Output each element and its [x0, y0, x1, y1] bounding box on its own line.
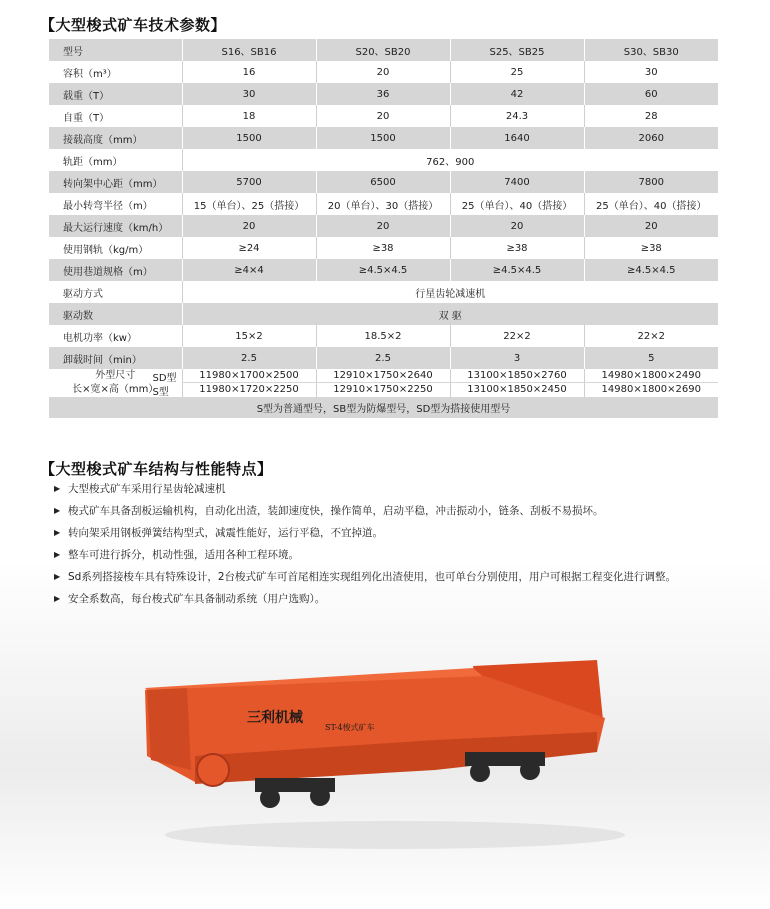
- table-cell: 22×2: [584, 325, 718, 347]
- table-row: [49, 83, 718, 105]
- table-cell: 25: [450, 61, 584, 83]
- table-cell: 1640: [450, 127, 584, 149]
- row-label: 使用钢轨（kg/m）: [49, 237, 182, 259]
- model-label: ST-4梭式矿车: [325, 723, 375, 732]
- bullet-icon: ▶: [54, 572, 61, 581]
- bullet-icon: ▶: [54, 594, 61, 603]
- table-row: [49, 325, 718, 347]
- table-row: [49, 237, 718, 259]
- bullet-icon: ▶: [54, 550, 61, 559]
- dimension-type-sd: SD型: [152, 373, 177, 384]
- table-cell: 762、900: [182, 149, 718, 171]
- row-label: 自重（T）: [49, 105, 182, 127]
- table-note: S型为普通型号，SB型为防爆型号，SD型为搭接使用型号: [49, 397, 718, 418]
- table-cell: 36: [316, 83, 450, 105]
- table-header-row: [49, 39, 718, 61]
- table-cell: 20: [316, 215, 450, 237]
- feature-text: 转向架采用钢板弹簧结构型式，减震性能好，运行平稳，不宜掉道。: [68, 527, 383, 539]
- row-label: 驱动数: [49, 303, 182, 325]
- table-cell: 2.5: [182, 347, 316, 369]
- bullet-icon: ▶: [54, 484, 61, 493]
- table-row: [49, 259, 718, 281]
- table-cell: 24.3: [450, 105, 584, 127]
- bullet-icon: ▶: [54, 506, 61, 515]
- row-label: 最大运行速度（km/h）: [49, 215, 182, 237]
- table-row: [49, 281, 718, 303]
- table-cell: ≥4.5×4.5: [450, 259, 584, 281]
- cart-shadow: [165, 821, 625, 849]
- feature-text: 整车可进行拆分，机动性强，适用各种工程环境。: [68, 549, 299, 561]
- table-cell: 20: [316, 105, 450, 127]
- dimension-value: 11980×1720×2250: [199, 384, 299, 396]
- row-label: 电机功率（kw）: [49, 325, 182, 347]
- table-row: [49, 105, 718, 127]
- table-cell: 42: [450, 83, 584, 105]
- table-cell: ≥38: [584, 237, 718, 259]
- row-label: 容积（m³）: [49, 61, 182, 83]
- feature-item: [54, 502, 714, 520]
- row-label: 最小转弯半径（m）: [49, 193, 182, 215]
- table-cell: 20: [316, 61, 450, 83]
- dimension-value: 13100×1850×2760: [450, 369, 584, 383]
- row-label: 接载高度（mm）: [49, 127, 182, 149]
- table-cell: 1500: [316, 127, 450, 149]
- row-label: 使用巷道规格（m）: [49, 259, 182, 281]
- feature-item: [54, 546, 714, 564]
- table-note-row: [49, 397, 718, 418]
- table-row: [49, 193, 718, 215]
- model-header: S25、SB25: [450, 39, 584, 61]
- row-label: 轨距（mm）: [49, 149, 182, 171]
- table-cell: 6500: [316, 171, 450, 193]
- brand-label: 三利机械: [247, 710, 303, 726]
- table-cell: 28: [584, 105, 718, 127]
- row-label: 驱动方式: [49, 281, 182, 303]
- table-row: [49, 61, 718, 83]
- table-row: [49, 127, 718, 149]
- table-cell: 25（单台）、40（搭接）: [450, 193, 584, 215]
- table-cell: ≥38: [316, 237, 450, 259]
- table-cell: 60: [584, 83, 718, 105]
- table-cell: 18: [182, 105, 316, 127]
- bullet-icon: ▶: [54, 528, 61, 537]
- table-cell: 30: [584, 61, 718, 83]
- features-section-title: 【大型梭式矿车结构与性能特点】: [40, 460, 273, 478]
- table-cell: 5700: [182, 171, 316, 193]
- table-row: [49, 347, 718, 369]
- table-cell: 双 驱: [182, 303, 718, 325]
- dimension-value: 14980×1800×2690: [584, 383, 718, 397]
- feature-text: Sd系列搭接梭车具有特殊设计，2台梭式矿车可首尾相连实现组列化出渣使用，也可单台分别使用，用户可根据工程变化进行调整。: [68, 571, 677, 583]
- wheel: [470, 762, 490, 782]
- spec-section-title: 【大型梭式矿车技术参数】: [40, 16, 227, 34]
- table-cell: ≥4.5×4.5: [584, 259, 718, 281]
- model-header: S30、SB30: [584, 39, 718, 61]
- table-cell: 1500: [182, 127, 316, 149]
- spec-table: [49, 39, 718, 418]
- feature-item: [54, 568, 714, 586]
- table-cell: 行星齿轮减速机: [182, 281, 718, 303]
- table-cell: 7400: [450, 171, 584, 193]
- table-cell: 20: [584, 215, 718, 237]
- table-row: [49, 171, 718, 193]
- table-cell: 25（单台）、40（搭接）: [584, 193, 718, 215]
- dimension-label-line2: 长×宽×高（mm）: [72, 384, 159, 395]
- table-cell: 20（单台）、30（搭接）: [316, 193, 450, 215]
- cart-front-plate: [147, 688, 191, 770]
- feature-text: 梭式矿车具备刮板运输机构，自动化出渣，装卸速度快，操作简单，启动平稳，冲击振动小，链条、刮板不易损坏。: [68, 505, 604, 517]
- dimension-label-line1: 外型尺寸: [95, 370, 136, 381]
- table-cell: 15×2: [182, 325, 316, 347]
- dimension-cell: [152, 383, 316, 399]
- feature-item: [54, 480, 714, 498]
- wheel: [310, 786, 330, 806]
- table-cell: ≥24: [182, 237, 316, 259]
- table-cell: ≥4×4: [182, 259, 316, 281]
- table-cell: 3: [450, 347, 584, 369]
- table-row: [49, 149, 718, 171]
- table-cell: 30: [182, 83, 316, 105]
- table-cell: 18.5×2: [316, 325, 450, 347]
- dimension-value: 11980×1700×2500: [199, 370, 299, 382]
- dimension-value: 14980×1800×2490: [584, 369, 718, 383]
- row-label: 载重（T）: [49, 83, 182, 105]
- wheel: [520, 760, 540, 780]
- table-cell: 7800: [584, 171, 718, 193]
- table-cell: 2.5: [316, 347, 450, 369]
- table-row: [49, 303, 718, 325]
- table-cell: 16: [182, 61, 316, 83]
- table-cell: ≥4.5×4.5: [316, 259, 450, 281]
- header-label: 型号: [49, 39, 182, 61]
- row-label: 转向架中心距（mm）: [49, 171, 182, 193]
- table-cell: 22×2: [450, 325, 584, 347]
- row-label: 卸载时间（min）: [49, 347, 182, 369]
- dimension-value: 13100×1850×2450: [450, 383, 584, 397]
- feature-text: 安全系数高，每台梭式矿车具备制动系统（用户选购）。: [68, 593, 326, 605]
- table-cell: 20: [182, 215, 316, 237]
- feature-text: 大型梭式矿车采用行星齿轮减速机: [68, 483, 226, 495]
- model-header: S16、SB16: [182, 39, 316, 61]
- dimension-type-s: S型: [152, 387, 169, 399]
- features-list: [54, 480, 714, 612]
- feature-item: [54, 524, 714, 542]
- spec-body: [49, 61, 718, 369]
- table-row: [49, 215, 718, 237]
- dimension-value: 12910×1750×2250: [316, 383, 450, 397]
- gear-housing: [197, 754, 229, 786]
- dimension-value: 12910×1750×2640: [316, 369, 450, 383]
- table-cell: 15（单台）、25（搭接）: [182, 193, 316, 215]
- dimension-cell: [152, 369, 316, 384]
- table-cell: 2060: [584, 127, 718, 149]
- model-header: S20、SB20: [316, 39, 450, 61]
- table-cell: ≥38: [450, 237, 584, 259]
- shuttle-car-illustration: [135, 660, 635, 860]
- table-cell: 20: [450, 215, 584, 237]
- feature-item: [54, 590, 714, 608]
- wheel: [260, 788, 280, 808]
- table-cell: 5: [584, 347, 718, 369]
- dimension-row-sd: [49, 369, 718, 383]
